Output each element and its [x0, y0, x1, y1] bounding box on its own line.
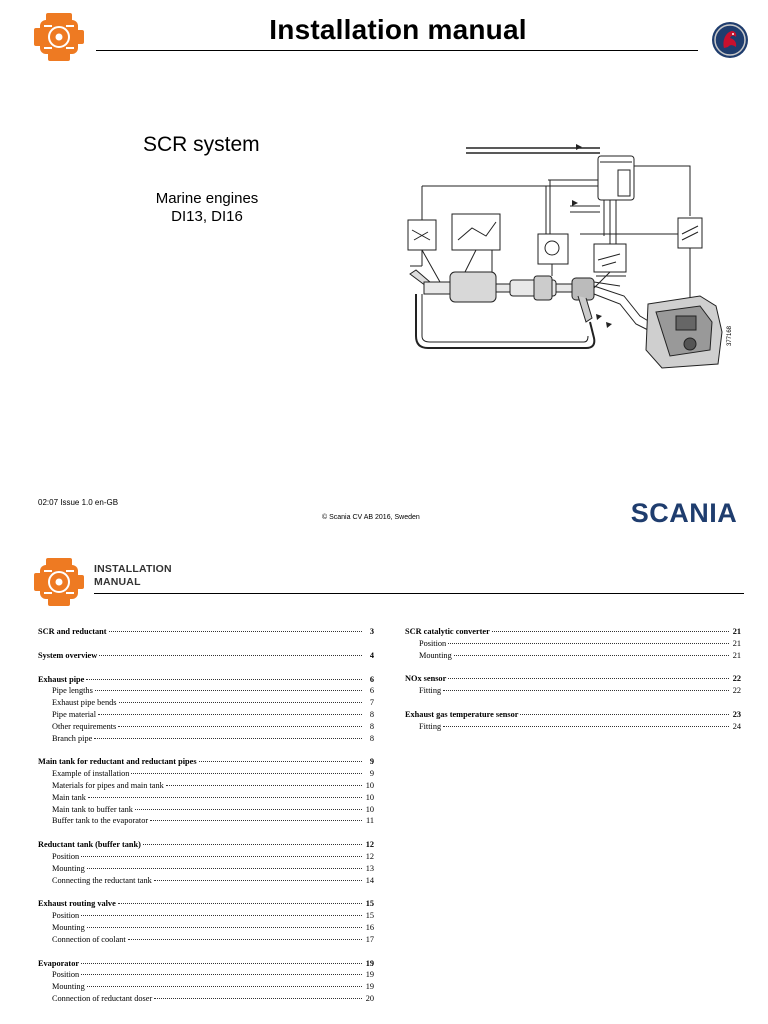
engine-logo-icon	[30, 8, 88, 66]
toc-right-column	[405, 626, 741, 745]
toc-left-column	[38, 626, 374, 1017]
toc-page-number: 24	[732, 721, 741, 731]
toc-page-number: 10	[365, 804, 374, 814]
toc-divider	[94, 593, 744, 594]
toc-section	[38, 650, 374, 662]
toc-entry-title: Pipe lengths	[52, 686, 93, 696]
dot-leader	[128, 939, 362, 940]
toc-section	[38, 958, 374, 1005]
toc-subentry[interactable]	[38, 969, 374, 981]
dot-leader	[443, 726, 729, 727]
dot-leader	[166, 785, 362, 786]
toc-entry[interactable]	[38, 898, 374, 910]
toc-subentry[interactable]	[38, 792, 374, 804]
toc-page-number: 19	[365, 970, 374, 980]
toc-entry-title: Position	[419, 638, 447, 648]
toc-entry-title: Buffer tank to the evaporator	[52, 816, 149, 826]
toc-page-number: 4	[369, 650, 374, 660]
dot-leader	[131, 773, 362, 774]
dot-leader	[154, 880, 362, 881]
toc-page-number: 9	[369, 769, 374, 779]
toc-page-number: 21	[732, 627, 741, 636]
dot-leader	[81, 856, 362, 857]
toc-entry-title: Materials for pipes and main tank	[52, 780, 164, 790]
dot-leader	[94, 738, 362, 739]
issue-info: 02:07 Issue 1.0 en-GB	[38, 498, 119, 507]
toc-entry-title: Mounting	[52, 982, 85, 992]
scr-system-schematic	[400, 136, 745, 374]
toc-subentry[interactable]	[38, 910, 374, 922]
toc-page-number: 22	[732, 674, 741, 684]
toc-subentry[interactable]	[405, 650, 741, 662]
toc-entry-title: Connection of coolant	[52, 934, 126, 944]
toc-page-number: 8	[369, 709, 374, 719]
toc-page-number: 14	[365, 875, 374, 885]
toc-page-number: 19	[365, 982, 374, 992]
dot-leader	[443, 690, 729, 691]
engine-logo-icon	[30, 553, 88, 611]
page-title: Installation manual	[269, 14, 527, 45]
toc-page-number: 10	[365, 780, 374, 790]
dot-leader	[199, 761, 362, 762]
toc-entry[interactable]	[38, 650, 374, 662]
toc-section	[38, 674, 374, 745]
toc-page-number: 17	[365, 934, 374, 944]
dot-leader	[109, 631, 362, 632]
toc-page-number: 10	[365, 792, 374, 802]
scania-griffin-icon	[710, 20, 750, 60]
toc-heading-line1: INSTALLATION	[94, 563, 172, 575]
toc-page-number: 6	[369, 686, 374, 696]
toc-subentry[interactable]	[38, 815, 374, 827]
toc-subentry[interactable]	[38, 863, 374, 875]
toc-entry-title: Evaporator	[38, 958, 80, 968]
toc-entry-title: Other requirements	[52, 721, 117, 731]
toc-page-number: 16	[365, 922, 374, 932]
dot-leader	[81, 974, 362, 975]
dot-leader	[87, 986, 362, 987]
toc-subentry[interactable]	[405, 721, 741, 733]
document-subtitle-line1: Marine engines	[155, 190, 259, 207]
toc-subentry[interactable]	[38, 934, 374, 946]
toc-entry[interactable]	[405, 673, 741, 685]
toc-page-number: 12	[365, 840, 374, 850]
toc-entry-title: Mounting	[52, 922, 85, 932]
toc-entry-title: Main tank for reductant and reductant pipes	[38, 757, 197, 767]
toc-entry[interactable]	[38, 626, 374, 638]
toc-entry[interactable]	[38, 756, 374, 768]
toc-subentry[interactable]	[405, 638, 741, 650]
toc-entry-title: Reductant tank (buffer tank)	[38, 840, 141, 850]
toc-subentry[interactable]	[38, 685, 374, 697]
toc-page-number: 23	[732, 709, 741, 719]
toc-page-number: 15	[365, 911, 374, 921]
scania-wordmark-logo	[619, 497, 749, 527]
dot-leader	[81, 915, 362, 916]
dot-leader	[87, 868, 362, 869]
toc-entry-title: Mounting	[52, 863, 85, 873]
toc-section	[38, 839, 374, 886]
toc-section	[405, 709, 741, 733]
dot-leader	[81, 963, 362, 964]
dot-leader	[87, 927, 362, 928]
svg-text:SCANIA: SCANIA	[630, 498, 738, 527]
toc-page-number: 8	[369, 721, 374, 731]
toc-entry-title: Position	[52, 970, 80, 980]
dot-leader	[154, 998, 362, 999]
toc-entry-title: Branch pipe	[52, 733, 93, 743]
toc-entry-title: Connecting the reductant tank	[52, 875, 152, 885]
dot-leader	[86, 679, 362, 680]
copyright-notice: © Scania CV AB 2016, Sweden	[322, 514, 420, 521]
toc-page-number: 11	[366, 816, 374, 826]
toc-subentry[interactable]	[38, 709, 374, 721]
dot-leader	[135, 809, 362, 810]
dot-leader	[520, 714, 729, 715]
toc-page-number: 7	[369, 698, 374, 708]
toc-page-number: 3	[369, 627, 374, 636]
dot-leader	[454, 655, 729, 656]
toc-heading-line2: MANUAL	[94, 576, 141, 588]
toc-entry[interactable]	[38, 674, 374, 686]
toc-subentry[interactable]	[38, 733, 374, 745]
dot-leader	[150, 820, 362, 821]
toc-entry-title: Example of installation	[52, 769, 130, 779]
document-heading: SCR system	[143, 133, 260, 156]
dot-leader	[88, 797, 362, 798]
toc-entry-title: Fitting	[419, 721, 442, 731]
toc-entry-title: Exhaust routing valve	[38, 899, 116, 909]
dot-leader	[119, 702, 362, 703]
toc-section	[405, 673, 741, 697]
figure-number: 377168	[727, 325, 733, 346]
toc-subentry[interactable]	[38, 993, 374, 1005]
toc-entry-title: SCR catalytic converter	[405, 627, 490, 636]
toc-entry-title: Mounting	[419, 650, 452, 660]
toc-entry[interactable]	[405, 709, 741, 721]
toc-section	[405, 626, 741, 661]
toc-page-number: 20	[365, 993, 374, 1003]
toc-page-number: 13	[365, 863, 374, 873]
dot-leader	[118, 726, 362, 727]
toc-entry[interactable]	[405, 626, 741, 638]
dot-leader	[143, 844, 362, 845]
toc-subentry[interactable]	[38, 768, 374, 780]
dot-leader	[98, 714, 362, 715]
toc-entry-title: Pipe material	[52, 709, 97, 719]
toc-entry-title: Position	[52, 851, 80, 861]
toc-entry-title: Fitting	[419, 686, 442, 696]
dot-leader	[448, 643, 729, 644]
toc-entry-title: Position	[52, 911, 80, 921]
toc-subentry[interactable]	[38, 851, 374, 863]
toc-subentry[interactable]	[38, 804, 374, 816]
dot-leader	[492, 631, 729, 632]
toc-subentry[interactable]	[38, 697, 374, 709]
toc-subentry[interactable]	[38, 721, 374, 733]
dot-leader	[99, 655, 362, 656]
toc-subentry[interactable]	[38, 875, 374, 887]
toc-entry-title: Main tank	[52, 792, 86, 802]
toc-entry-title: System overview	[38, 650, 98, 660]
toc-subentry[interactable]	[38, 981, 374, 993]
toc-page-number: 21	[732, 638, 741, 648]
toc-section	[38, 898, 374, 945]
toc-entry-title: Connection of reductant doser	[52, 993, 153, 1003]
toc-subentry[interactable]	[38, 922, 374, 934]
dot-leader	[95, 690, 362, 691]
dot-leader	[118, 903, 362, 904]
toc-section	[38, 756, 374, 827]
toc-page-number: 21	[732, 650, 741, 660]
toc-subentry[interactable]	[405, 685, 741, 697]
document-subtitle-line2: DI13, DI16	[171, 208, 243, 225]
toc-entry-title: Exhaust gas temperature sensor	[405, 709, 519, 719]
dot-leader	[448, 678, 729, 679]
toc-entry-title: NOx sensor	[405, 674, 447, 684]
title-divider	[96, 50, 698, 51]
toc-page-number: 6	[369, 674, 374, 684]
toc-page-number: 15	[365, 899, 374, 909]
toc-entry-title: SCR and reductant	[38, 627, 107, 636]
toc-page-number: 22	[732, 686, 741, 696]
toc-entry[interactable]	[38, 958, 374, 970]
toc-section	[38, 626, 374, 638]
toc-entry-title: Main tank to buffer tank	[52, 804, 133, 814]
toc-subentry[interactable]	[38, 780, 374, 792]
toc-entry-title: Exhaust pipe bends	[52, 698, 117, 708]
toc-page-number: 8	[369, 733, 374, 743]
toc-page-number: 9	[369, 757, 374, 767]
toc-entry-title: Exhaust pipe	[38, 674, 85, 684]
toc-entry[interactable]	[38, 839, 374, 851]
toc-page-number: 19	[365, 958, 374, 968]
toc-page-number: 12	[365, 851, 374, 861]
